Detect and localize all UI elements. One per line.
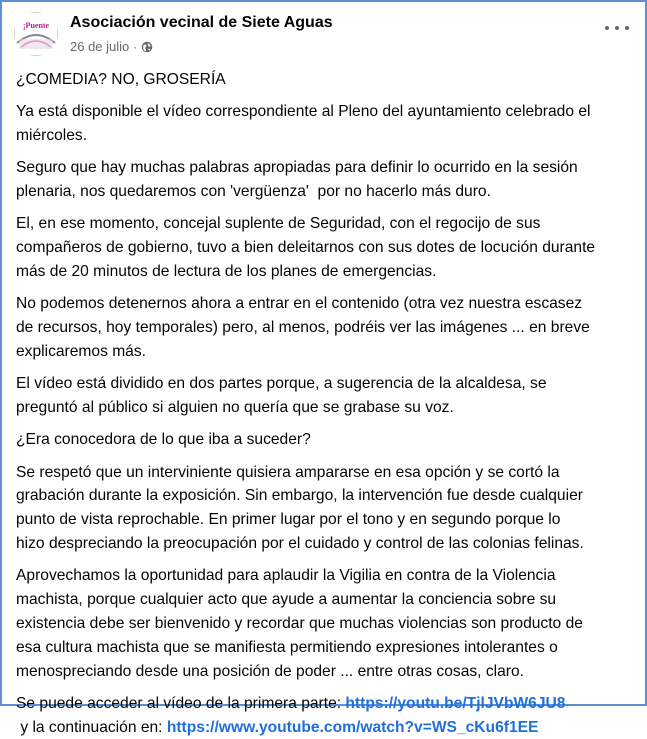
meta-separator: · bbox=[133, 39, 138, 54]
youtube-link-part-2[interactable]: https://www.youtube.com/watch?v=WS_cKu6f1EE bbox=[166, 718, 539, 736]
paragraph-7: Se respetó que un interviniente quisiera ampararse en esa opción y se cortó la grabación durante la exposición. Sin embargo, la intervención fue desde cualquier punto de vista reprochable. En primer lugar por el tono y en segundo porque lo hizo despreciando la preocupación por el cuidado y control de las colonias felinas. bbox=[16, 463, 584, 553]
paragraph-6: ¿Era conocedora de lo que iba a suceder? bbox=[16, 431, 311, 449]
paragraph-1: Ya está disponible el vídeo correspondiente al Pleno del ayuntamiento celebrado el miércoles. bbox=[16, 103, 591, 145]
paragraph-8: Aprovechamos la oportunidad para aplaudir la Vigilia en contra de la Violencia machista, porque cualquier acto que ayude a aumentar la conciencia sobre su existencia debe ser bienvenido y recordar que muchas violencias son producto de esa cultura machista que se manifiesta permitiendo expresiones intolerantes o menospreciando desde una posición de poder ... entre otras cosas, claro. bbox=[16, 567, 583, 680]
avatar-logo bbox=[15, 13, 57, 55]
post-text bbox=[16, 68, 644, 739]
more-options-icon[interactable] bbox=[605, 22, 629, 34]
youtube-link-part-1[interactable]: https://youtu.be/TjlJVbW6JU8 bbox=[345, 694, 566, 712]
page-name[interactable]: Asociación vecinal de Siete Aguas bbox=[70, 14, 333, 31]
avatar-text: ¡Puente bbox=[22, 21, 50, 30]
post-date[interactable]: 26 de julio bbox=[70, 39, 130, 54]
links-paragraph: Se puede acceder al vídeo de la primera parte: https://youtu.be/TjlJVbW6JU8 y la continuación en: https://www.youtube.com/watch?v=WS_cKu6f1EE bbox=[16, 694, 566, 736]
paragraph-3: El, en ese momento, concejal suplente de Seguridad, con el regocijo de sus compañeros de gobierno, tuvo a bien deleitarnos con sus dotes de locución durante más de 20 minutos de lectura de los planes de emergencias. bbox=[16, 215, 596, 281]
paragraph-4: No podemos detenernos ahora a entrar en el contenido (otra vez nuestra escasez de recursos, hoy temporales) pero, al menos, podréis ver las imágenes ... en breve explicaremos más. bbox=[16, 295, 590, 360]
avatar[interactable] bbox=[14, 12, 58, 56]
paragraph-2: Seguro que hay muchas palabras apropiadas para definir lo ocurrido en la sesión plenaria, nos quedaremos con 'vergüenza' por no hacerlo más duro. bbox=[16, 159, 578, 201]
post-meta bbox=[70, 39, 153, 54]
post-header bbox=[12, 8, 637, 60]
globe-icon[interactable] bbox=[141, 41, 153, 53]
paragraph-5: El vídeo está dividido en dos partes porque, a sugerencia de la alcaldesa, se preguntó al público si alguien no quería que se grabase su voz. bbox=[16, 375, 547, 417]
post-title: ¿COMEDIA? NO, GROSERÍA bbox=[16, 71, 226, 88]
